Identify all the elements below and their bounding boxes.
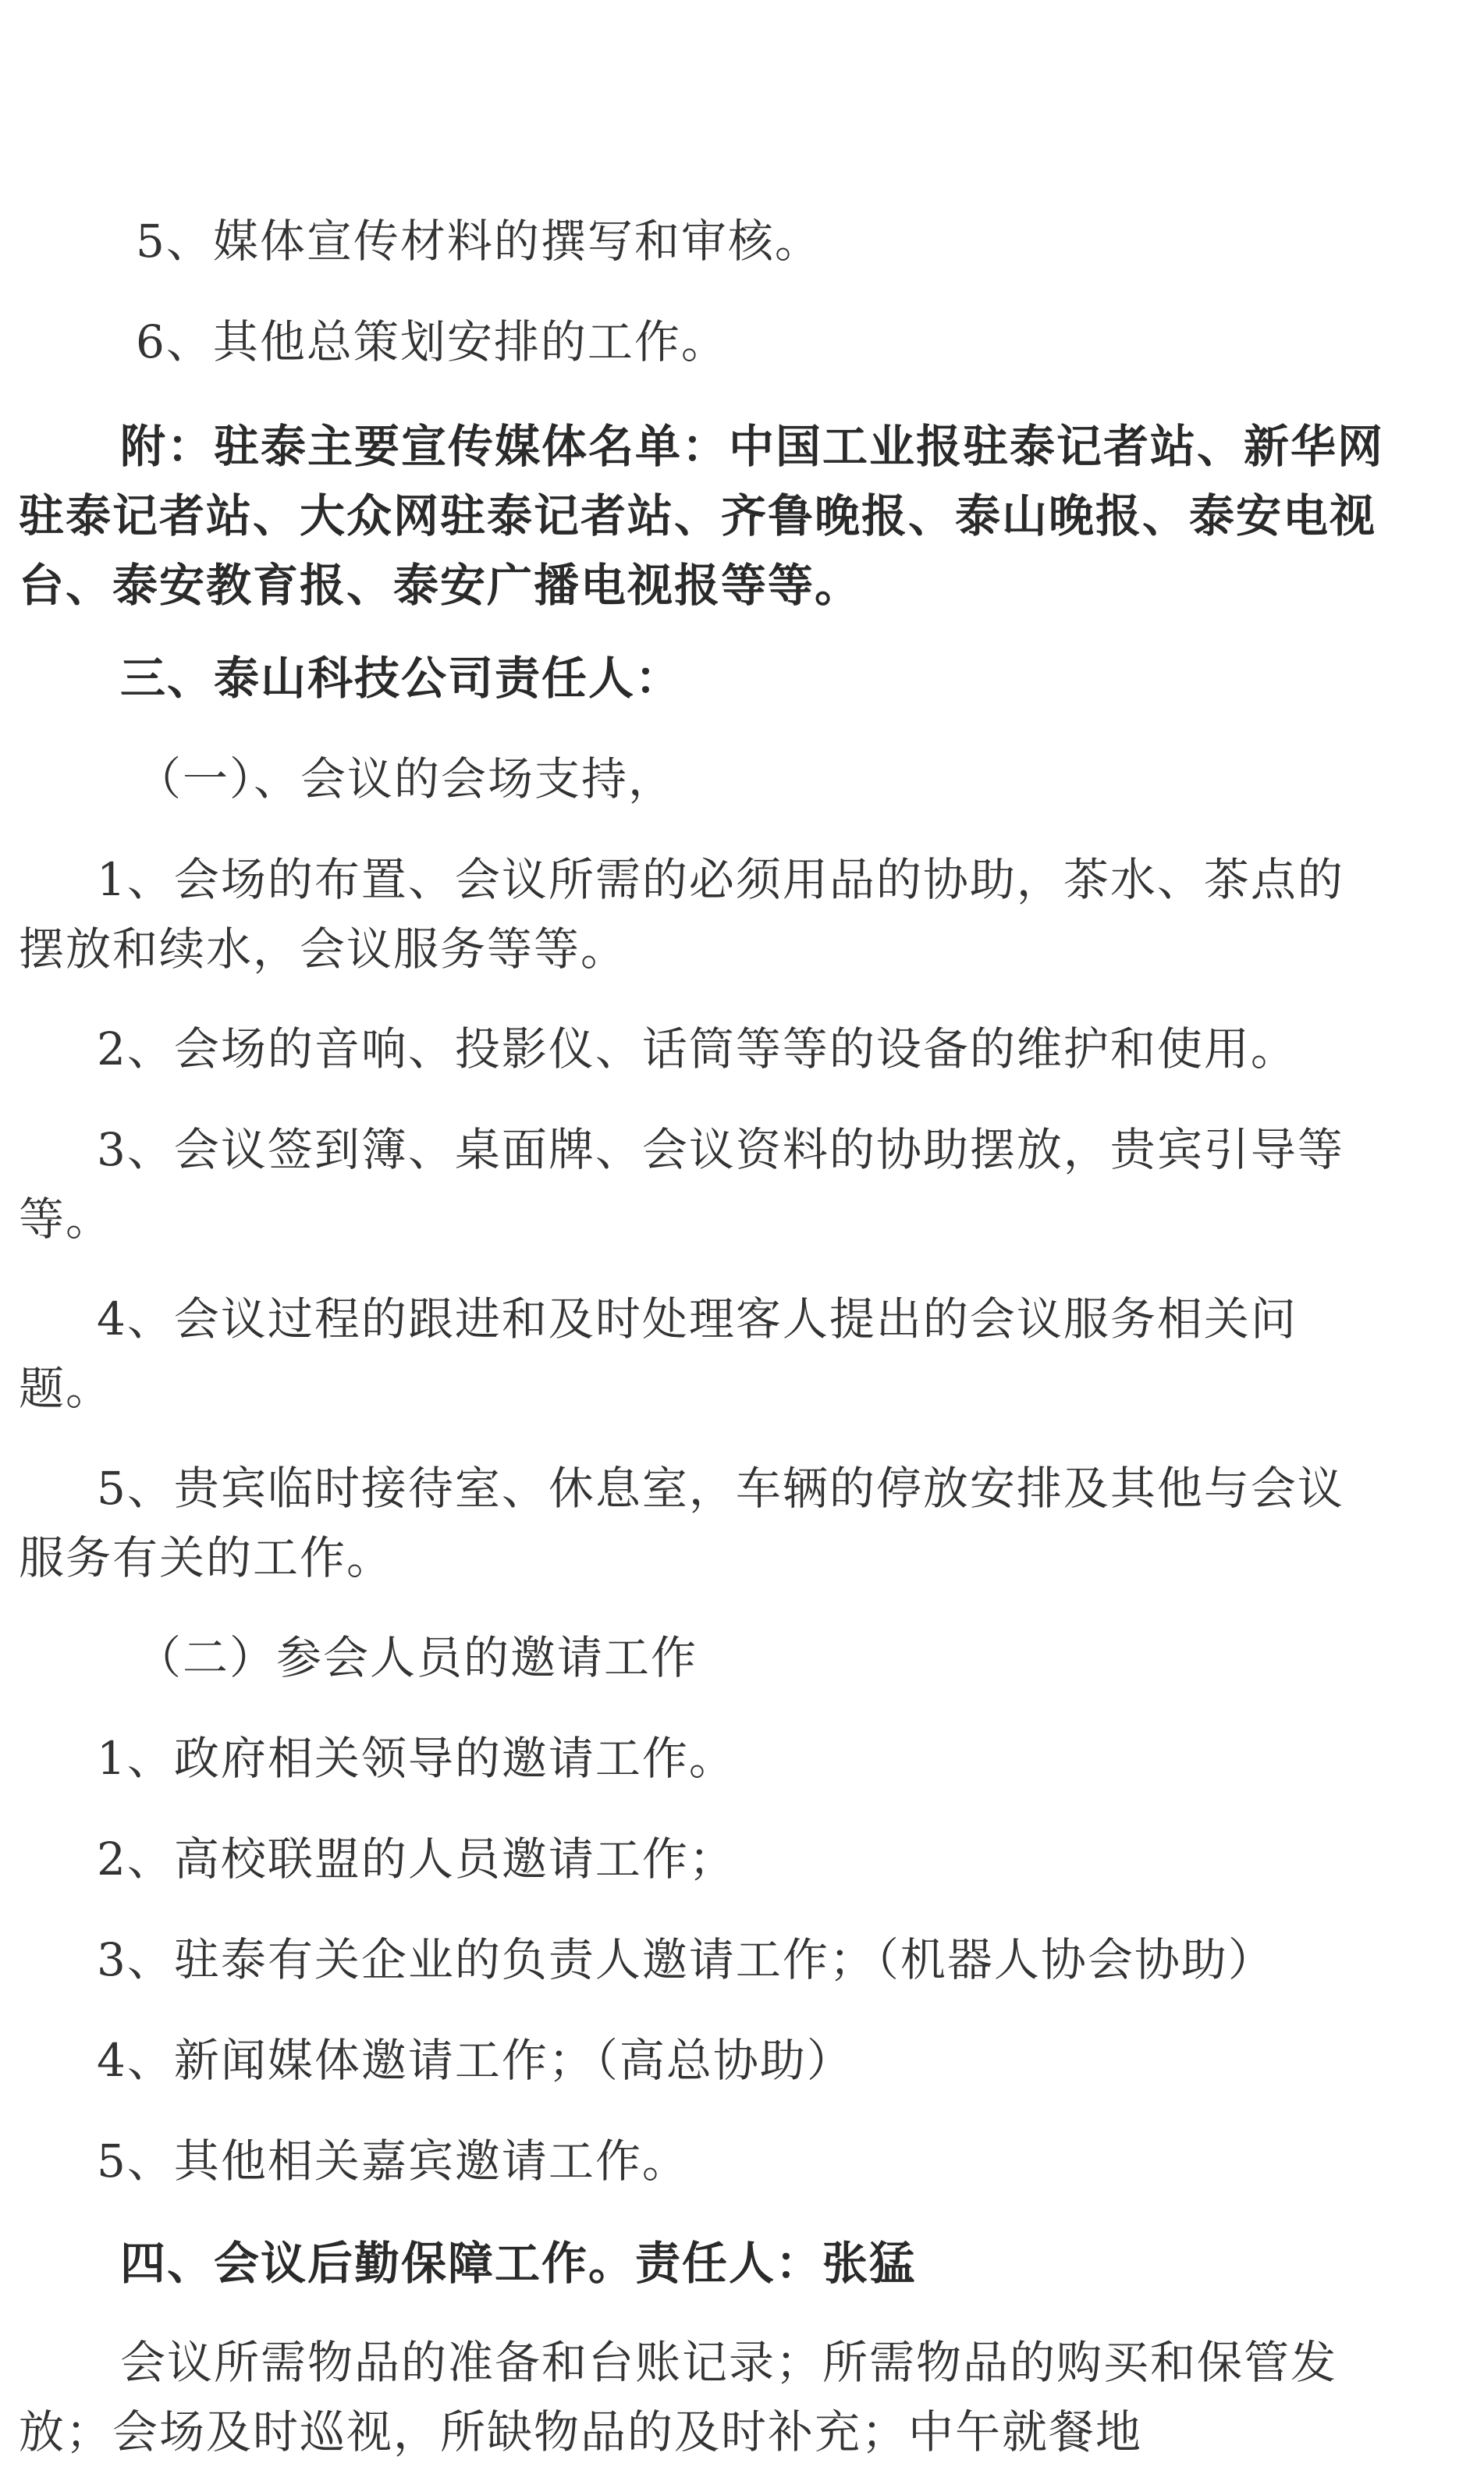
paragraph-venue-item-1: 1、会场的布置、会议所需的必须用品的协助，茶水、茶点的摆放和续水，会议服务等等。 xyxy=(19,853,1344,976)
paragraph-item-6-other-tasks: 6、其他总策划安排的工作。 xyxy=(136,315,728,368)
section-heading-4: 四、会议后勤保障工作。责任人：张猛 xyxy=(120,2237,917,2290)
paragraph-item-5-media-materials: 5、媒体宣传材料的撰写和审核。 xyxy=(136,215,822,268)
paragraph-invite-item-4: 4、新闻媒体邀请工作；（高总协助） xyxy=(97,2034,854,2087)
section-heading-3: 三、泰山科技公司责任人： xyxy=(120,652,683,705)
paragraph-invite-item-5: 5、其他相关嘉宾邀请工作。 xyxy=(97,2135,689,2188)
subsection-heading-2: （二）参会人员的邀请工作 xyxy=(136,1631,698,1684)
paragraph-invite-item-1: 1、政府相关领导的邀请工作。 xyxy=(97,1732,736,1785)
paragraph-invite-item-2: 2、高校联盟的人员邀请工作； xyxy=(97,1832,736,1886)
paragraph-invite-item-3: 3、驻泰有关企业的负责人邀请工作；（机器人协会协助） xyxy=(97,1933,1275,1986)
paragraph-venue-item-5: 5、贵宾临时接待室、休息室，车辆的停放安排及其他与会议服务有关的工作。 xyxy=(19,1462,1344,1584)
paragraph-media-list-appendix: 附：驻泰主要宣传媒体名单：中国工业报驻泰记者站、新华网驻泰记者站、大众网驻泰记者站、齐鲁晚报、泰山晚报、泰安电视台、泰安教育报、泰安广播电视报等等。 xyxy=(19,420,1385,612)
paragraph-venue-item-4: 4、会议过程的跟进和及时处理客人提出的会议服务相关问题。 xyxy=(19,1292,1298,1415)
paragraph-venue-item-3: 3、会议签到簿、桌面牌、会议资料的协助摆放，贵宾引导等等。 xyxy=(19,1123,1344,1246)
subsection-heading-1: （一）、会议的会场支持， xyxy=(136,752,676,805)
paragraph-logistics: 会议所需物品的准备和台账记录；所需物品的购买和保管发放；会场及时巡视，所缺物品的及时补充；中午就餐地 xyxy=(19,2336,1338,2458)
paragraph-venue-item-2: 2、会场的音响、投影仪、话筒等等的设备的维护和使用。 xyxy=(97,1022,1298,1075)
